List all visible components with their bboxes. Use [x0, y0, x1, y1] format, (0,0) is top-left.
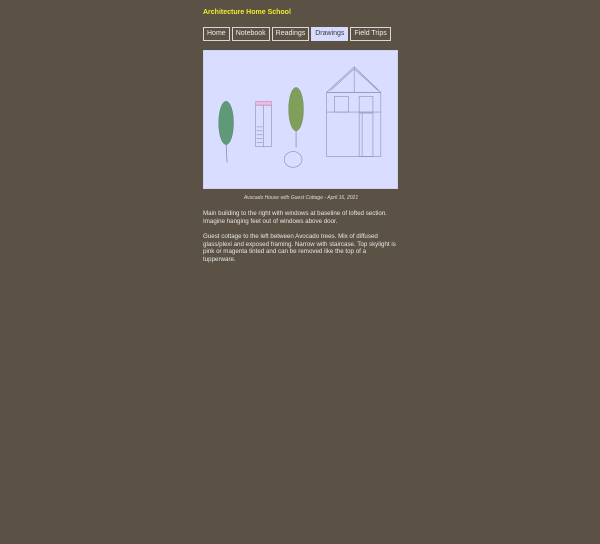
drawing-caption: Avocado House with Guest Cottage - April 16, 2021	[243, 195, 359, 201]
main-building	[327, 67, 381, 157]
page-container	[203, 8, 399, 264]
pond-outline	[284, 152, 302, 168]
left-avocado-tree	[219, 101, 234, 162]
description-paragraph-1: Main building to the right with windows at baseline of lofted section. Imagine hanging feet out of windows above door.	[203, 210, 388, 225]
main-nav	[203, 27, 399, 41]
nav-notebook[interactable]: Notebook	[232, 27, 270, 41]
site-title[interactable]: Architecture Home School	[203, 9, 291, 16]
right-avocado-tree	[289, 87, 304, 147]
nav-home[interactable]: Home	[203, 27, 230, 41]
nav-drawings[interactable]: Drawings	[311, 27, 348, 41]
guest-cottage	[256, 101, 272, 146]
house-drawing-image	[203, 50, 398, 189]
nav-field-trips[interactable]: Field Trips	[350, 27, 390, 41]
nav-readings[interactable]: Readings	[272, 27, 310, 41]
description-paragraph-2: Guest cottage to the left between Avocado trees. Mix of diffused glass/plexi and exposed framing. Narrow with staircase. Top skylight is pink or magenta tinted and can be removed like the top of a tupperware.	[203, 233, 396, 263]
